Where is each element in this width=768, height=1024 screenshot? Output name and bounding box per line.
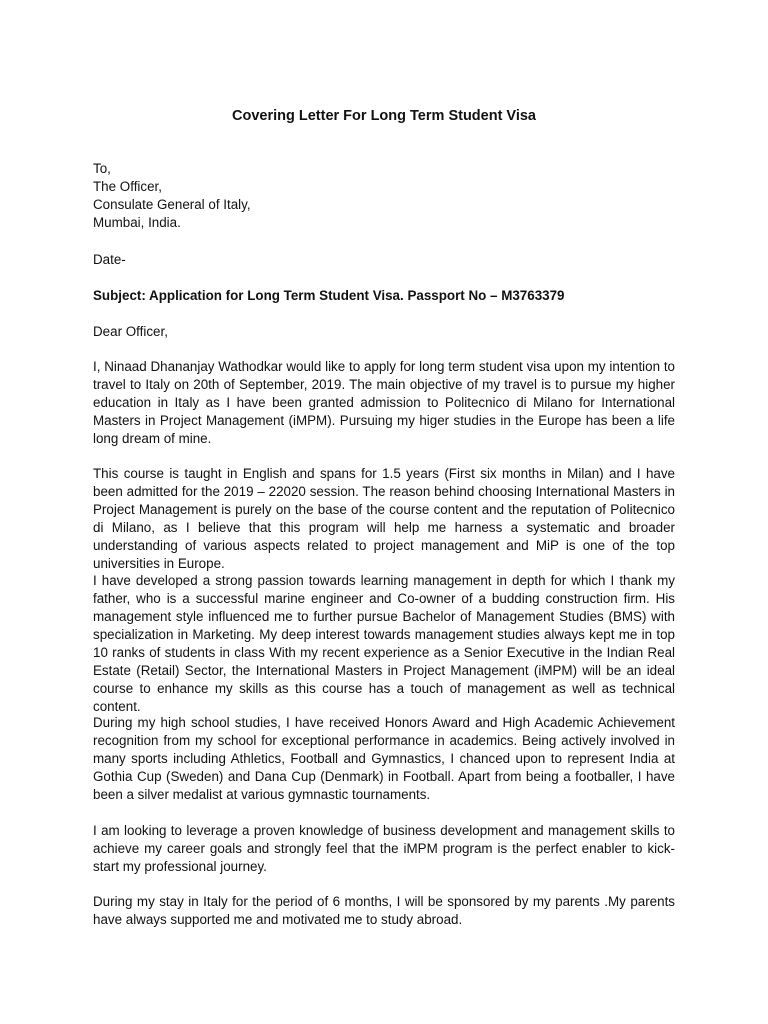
letter-title: Covering Letter For Long Term Student Visa: [232, 108, 536, 124]
address-line: Consulate General of Italy,: [93, 197, 251, 212]
body-paragraph: I, Ninaad Dhananjay Wathodkar would like to apply for long term student visa upon my intention to travel to Italy on 20th of September, 2019. The main objective of my travel is to pursue my higher education in Italy as I have been granted admission to Politecnico di Milano for International Masters in Project Management (iMPM). Pursuing my higer studies in the Europe has been a life long dream of mine.: [93, 359, 675, 446]
body-paragraph: During my high school studies, I have received Honors Award and High Academic Achievement recognition from my school for exceptional performance in academics. Being actively involved in many sports including Athletics, Football and Gymnastics, I chanced upon to represent India at Gothia Cup (Sweden) and Dana Cup (Denmark) in Football. Apart from being a footballer, I have been a silver medalist at various gymnastic tournaments.: [93, 715, 675, 802]
body-paragraph: I have developed a strong passion towards learning management in depth for which I thank my father, who is a successful marine engineer and Co-owner of a budding construction firm. His management style influenced me to further pursue Bachelor of Management Studies (BMS) with specialization in Marketing. My deep interest towards management studies always kept me in top 10 ranks of students in class With my recent experience as a Senior Executive in the Indian Real Estate (Retail) Sector, the International Masters in Project Management (iMPM) will be an ideal course to enhance my skills as this course has a touch of management as well as technical content.: [93, 573, 675, 714]
address-line: The Officer,: [93, 179, 162, 194]
body-paragraph: This course is taught in English and spans for 1.5 years (First six months in Milan) and I have been admitted for the 2019 – 22020 session. The reason behind choosing International Masters in Project Management is purely on the base of the course content and the reputation of Politecnico di Milano, as I believe that this program will help me harness a systematic and broader understanding of various aspects related to project management and MiP is one of the top universities in Europe.: [93, 466, 675, 571]
subject-line: Subject: Application for Long Term Student Visa. Passport No – M3763379: [93, 288, 565, 303]
recipient-address: [93, 160, 675, 232]
date-line: Date-: [93, 252, 126, 267]
address-line: Mumbai, India.: [93, 215, 181, 230]
salutation: Dear Officer,: [93, 324, 168, 339]
body-paragraph: I am looking to leverage a proven knowledge of business development and management skills to achieve my career goals and strongly feel that the iMPM program is the perfect enabler to kick-start my professional journey.: [93, 823, 675, 874]
body-paragraph: During my stay in Italy for the period of 6 months, I will be sponsored by my parents .My parents have always supported me and motivated me to study abroad.: [93, 894, 675, 927]
address-line: To,: [93, 161, 111, 176]
